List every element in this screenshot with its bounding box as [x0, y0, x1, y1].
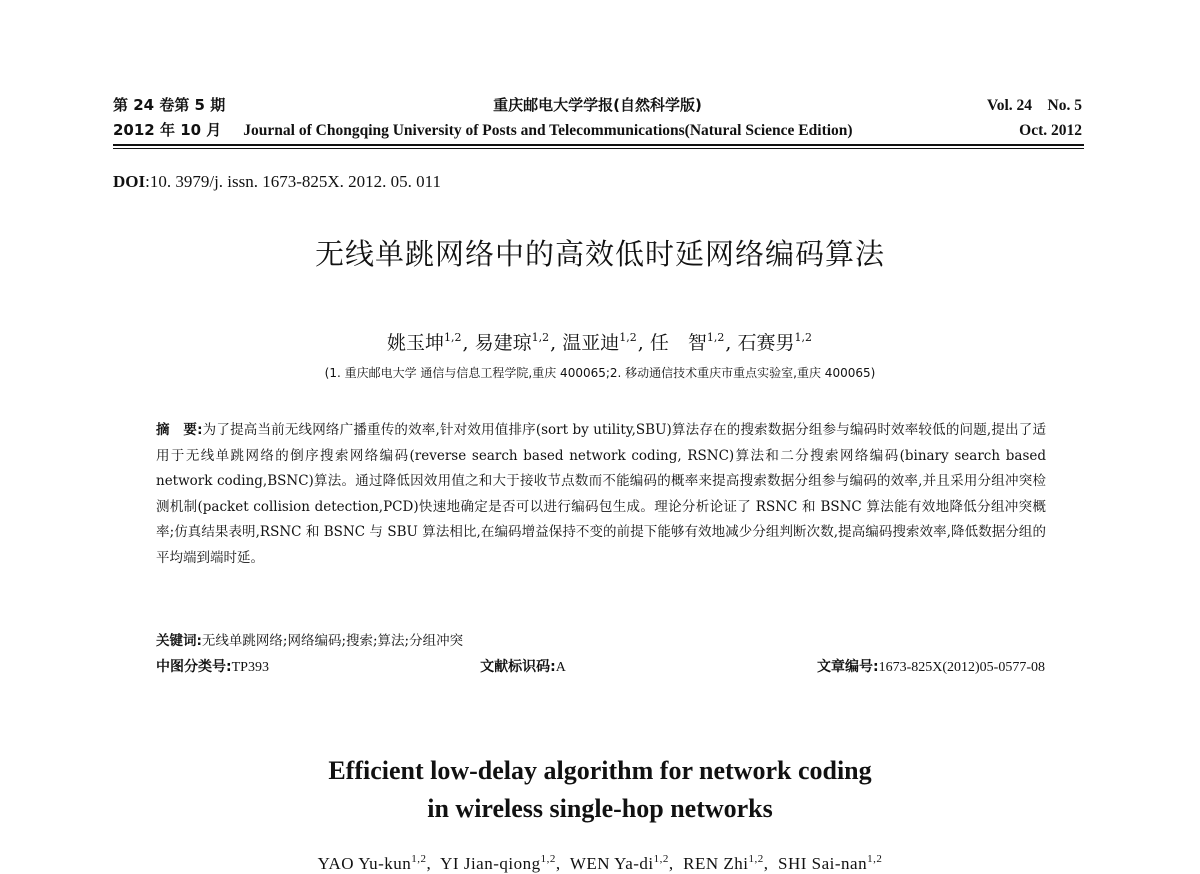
author-cn: 温亚迪$^{1,2}$,: [562, 331, 644, 354]
keywords-text: 无线单跳网络;网络编码;搜索;算法;分组冲突: [201, 633, 464, 649]
affiliation-cn: (1. 重庆邮电大学 通信与信息工程学院,重庆 400065;2. 移动通信技术重庆市重点实验室,重庆 400065): [324, 366, 876, 380]
journal-title-en: Journal of Chongqing University of Posts and Telecommunications(Natural Science Edition): [243, 122, 853, 139]
header-rule-thin: [113, 148, 1084, 149]
running-header-bottom: [113, 119, 1082, 140]
author-cn: 易建琼$^{1,2}$,: [474, 331, 557, 354]
author-cn: 任 智$^{1,2}$,: [649, 331, 732, 354]
author-en: REN Zhi$^{1,2}$,: [683, 853, 774, 873]
abstract-cn: [156, 418, 1046, 572]
doi-line: [113, 172, 441, 192]
author-list-en: [0, 853, 1200, 874]
article-number: 文章编号:1673-825X(2012)05-0577-08: [816, 659, 1045, 675]
keywords-label: 关键词:: [156, 633, 202, 649]
author-cn: 姚玉坤$^{1,2}$,: [387, 331, 469, 354]
author-en: WEN Ya-di$^{1,2}$,: [569, 853, 679, 873]
running-header-top: [113, 94, 1082, 115]
paper-title-en: [0, 752, 1200, 828]
header-rule-thick: [113, 144, 1084, 146]
volume-issue-en: Vol. 24 No. 5: [986, 97, 1082, 114]
author-en: YAO Yu-kun$^{1,2}$,: [317, 853, 437, 873]
title-en-line2: in wireless single-hop networks: [427, 794, 773, 823]
doi-value: :10. 3979/j. issn. 1673-825X. 2012. 05. 011: [145, 172, 442, 191]
abstract-label: 摘 要:: [156, 422, 203, 438]
author-en: YI Jian-qiong$^{1,2}$,: [440, 853, 566, 873]
date-cn: 2012 年 10 月: [113, 121, 222, 139]
doi-label: DOI: [113, 172, 146, 191]
clc-number: 中图分类号:TP393: [156, 659, 269, 675]
keywords-line: [156, 629, 463, 649]
volume-issue-cn: 第 24 卷第 5 期: [113, 96, 226, 114]
author-en: SHI Sai-nan$^{1,2}$: [778, 853, 883, 873]
document-code: 文献标识码:A: [480, 659, 566, 675]
date-en: Oct. 2012: [1019, 122, 1082, 139]
journal-title-cn: 重庆邮电大学学报(自然科学版): [493, 96, 702, 114]
abstract-text: 为了提高当前无线网络广播重传的效率,针对效用值排序(sort by utility,SBU)算法存在的搜索数据分组参与编码时效率较低的问题,提出了适用于无线单跳网络的倒序搜索网络编码(reverse search based network coding, RSNC)算法和二分搜索网络编码(binary search based network coding,BSNC)算法。通过降低因效用值之和大于接收节点数而不能编码的概率来提高搜索数据分组参与编码的效率,并且采用分组冲突检测机制(packet collision detection,PCD)快速地确定是否可以进行编码包生成。理论分析论证了 RSNC 和 BSNC 算法能有效地降低分组冲突概率;仿真结果表明,RSNC 和 BSNC 与 SBU 算法相比,在编码增益保持不变的前提下能够有效地减少分组判断次数,提高编码搜索效率,降低数据分组的平均端到端时延。: [156, 422, 1046, 566]
title-en-line1: Efficient low-delay algorithm for network coding: [328, 756, 872, 785]
classification-line: [156, 656, 1045, 676]
author-cn: 石赛男$^{1,2}$: [737, 331, 812, 354]
author-list-cn: [0, 328, 1200, 355]
paper-title-cn: 无线单跳网络中的高效低时延网络编码算法: [314, 237, 885, 271]
